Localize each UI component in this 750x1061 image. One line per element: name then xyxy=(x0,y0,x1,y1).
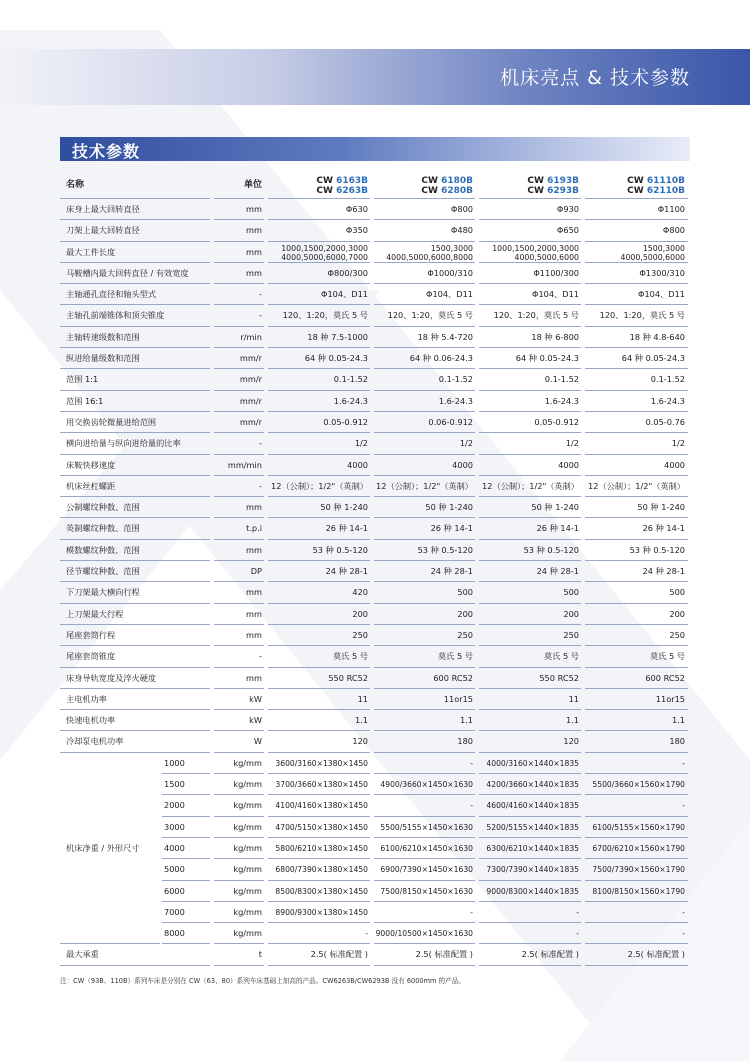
table-row xyxy=(60,327,690,348)
table-header xyxy=(60,169,690,199)
row-value: 26 种 14-1 xyxy=(430,523,473,534)
table-row xyxy=(60,795,690,816)
row-value: - xyxy=(365,929,368,939)
header-unit: 单位 xyxy=(243,180,262,190)
row-value: 0.05-0.76 xyxy=(645,416,685,427)
row-value: Φ104、D11 xyxy=(532,289,579,300)
row-unit: mm xyxy=(246,502,262,513)
table-row xyxy=(60,242,690,263)
row-unit: r/min xyxy=(240,331,262,342)
row-name: 主轴通孔直径和轴头型式 xyxy=(66,289,157,300)
row-value: 64 种 0.05-24.3 xyxy=(515,353,579,364)
row-value: 1.6-24.3 xyxy=(544,395,579,406)
table-row xyxy=(60,476,690,497)
row-value: 24 种 28-1 xyxy=(536,566,579,577)
row-name: 床身导轨宽度及淬火硬度 xyxy=(66,672,157,683)
row-value: 6300/6210×1440×1835 xyxy=(486,843,579,853)
row-value: 120 xyxy=(352,736,368,747)
row-unit: t xyxy=(258,949,262,960)
weight-dimension-group xyxy=(60,753,690,945)
row-unit: mm xyxy=(246,672,262,683)
row-value: 5500/3660×1560×1790 xyxy=(592,780,685,790)
row-value: 200 xyxy=(352,608,368,619)
weight-group-label: 机床净重 / 外形尺寸 xyxy=(66,842,140,853)
row-unit: mm xyxy=(246,204,262,214)
row-unit: mm xyxy=(246,246,262,257)
row-value: Φ1000/310 xyxy=(427,267,473,278)
top-banner xyxy=(0,49,750,105)
row-value: 0.05-0.912 xyxy=(534,416,579,427)
table-row xyxy=(60,646,690,667)
row-unit: t.p.i xyxy=(246,523,262,534)
header-model-4: CW 61110B CW 62110B xyxy=(627,176,685,196)
row-value: 50 种 1-240 xyxy=(531,502,579,513)
row-value: 1.6-24.3 xyxy=(438,395,473,406)
row-value: 2.5( 标准配置 ) xyxy=(627,949,685,960)
table-row xyxy=(60,220,690,241)
table-row xyxy=(60,731,690,752)
row-length: 1500 xyxy=(164,779,185,790)
row-value: 250 xyxy=(457,629,473,640)
row-value: 1500,3000 4000,5000,6000 xyxy=(620,243,685,262)
row-value: 24 种 28-1 xyxy=(642,566,685,577)
row-value: - xyxy=(576,929,579,939)
banner-title: 机床亮点 & 技术参数 xyxy=(500,67,690,89)
table-body xyxy=(60,199,690,966)
row-value: Φ104、D11 xyxy=(321,289,368,300)
table-row xyxy=(60,668,690,689)
row-value: - xyxy=(470,907,473,917)
row-value: - xyxy=(576,907,579,917)
section-title: 技术参数 xyxy=(72,142,141,161)
row-value: - xyxy=(682,929,685,939)
row-unit: kg/mm xyxy=(233,885,262,896)
row-name: 床身上最大回转直径 xyxy=(66,204,140,214)
row-value: 12（公制）；1/2"（英制） xyxy=(482,480,579,491)
row-value: 18 种 6-800 xyxy=(531,331,579,342)
row-value: 200 xyxy=(669,608,685,619)
row-value: 1000,1500,2000,3000 4000,5000,6000 xyxy=(492,243,579,262)
row-value: 8500/8300×1380×1450 xyxy=(275,886,368,896)
row-value: 50 种 1-240 xyxy=(425,502,473,513)
row-value: 1.1 xyxy=(459,715,473,726)
row-value: 0.1-1.52 xyxy=(650,374,685,385)
row-value: 1.6-24.3 xyxy=(650,395,685,406)
row-value: 莫氏 5 号 xyxy=(438,651,473,662)
row-value: 7500/7390×1560×1790 xyxy=(592,865,685,875)
row-value: 250 xyxy=(669,629,685,640)
table-row xyxy=(60,391,690,412)
row-value: 24 种 28-1 xyxy=(430,566,473,577)
row-value: 1.1 xyxy=(354,715,368,726)
row-value: 12（公制）；1/2"（英制） xyxy=(271,480,368,491)
row-unit: mm/r xyxy=(239,416,262,427)
row-value: 3600/3160×1380×1450 xyxy=(275,758,368,768)
row-value: 2.5( 标准配置 ) xyxy=(415,949,473,960)
row-value: 6700/6210×1560×1790 xyxy=(592,843,685,853)
row-unit: mm/min xyxy=(227,459,262,470)
row-value: 2.5( 标准配置 ) xyxy=(310,949,368,960)
row-value: 11 xyxy=(568,693,579,704)
row-unit: mm/r xyxy=(239,353,262,364)
table-row xyxy=(60,540,690,561)
row-value: 500 xyxy=(563,587,579,598)
table-row xyxy=(60,412,690,433)
row-value: 9000/8300×1440×1835 xyxy=(486,886,579,896)
row-unit: mm xyxy=(246,629,262,640)
row-name: 径节螺纹种数、范围 xyxy=(66,566,140,577)
row-name: 主电机功率 xyxy=(66,693,107,704)
row-unit: mm xyxy=(246,267,262,278)
row-name: 尾座套筒行程 xyxy=(66,629,116,640)
row-value: 4000 xyxy=(664,459,685,470)
row-length: 8000 xyxy=(164,928,185,939)
row-name: 主轴转速级数和范围 xyxy=(66,331,140,342)
row-value: Φ800 xyxy=(662,225,685,236)
row-name: 用交换齿轮微量进给范围 xyxy=(66,416,157,427)
row-value: Φ1100/300 xyxy=(533,267,579,278)
row-value: 18 种 4.8-640 xyxy=(629,331,685,342)
row-value: 4700/5150×1380×1450 xyxy=(275,822,368,832)
row-value: 11 xyxy=(357,693,368,704)
row-value: 600 RC52 xyxy=(645,672,685,683)
row-value: 250 xyxy=(563,629,579,640)
table-row xyxy=(60,305,690,326)
row-value: 1/2 xyxy=(459,438,473,449)
row-unit: mm xyxy=(246,225,262,236)
row-unit: kg/mm xyxy=(233,928,262,939)
table-row xyxy=(60,582,690,603)
row-length: 7000 xyxy=(164,906,185,917)
row-value: 9000/10500×1450×1630 xyxy=(375,929,473,939)
row-length: 4000 xyxy=(164,842,185,853)
row-value: 250 xyxy=(352,629,368,640)
row-unit: - xyxy=(259,480,262,491)
row-name: 快速电机功率 xyxy=(66,715,116,726)
table-row xyxy=(60,369,690,390)
row-unit: kg/mm xyxy=(233,800,262,811)
row-name: 冷却泵电机功率 xyxy=(66,736,124,747)
row-name: 下刀架最大横向行程 xyxy=(66,587,140,598)
row-value: Φ1100 xyxy=(657,204,685,214)
row-value: 180 xyxy=(457,736,473,747)
table-row xyxy=(60,497,690,518)
row-value: 600 RC52 xyxy=(433,672,473,683)
row-value: 53 种 0.5-120 xyxy=(417,544,473,555)
row-value: 4000 xyxy=(452,459,473,470)
row-unit: - xyxy=(259,310,262,321)
row-length: 6000 xyxy=(164,885,185,896)
row-unit: kg/mm xyxy=(233,757,262,768)
row-value: 5800/6210×1380×1450 xyxy=(275,843,368,853)
row-name: 范围 1:1 xyxy=(66,374,99,385)
table-row xyxy=(60,923,690,944)
row-value: Φ104、D11 xyxy=(638,289,685,300)
table-row xyxy=(60,774,690,795)
row-value: 200 xyxy=(457,608,473,619)
row-value: 6800/7390×1380×1450 xyxy=(275,865,368,875)
row-value: 8900/9300×1380×1450 xyxy=(275,907,368,917)
row-unit: W xyxy=(253,736,262,747)
row-value: 4600/4160×1440×1835 xyxy=(486,801,579,811)
row-unit: - xyxy=(259,651,262,662)
row-name: 纵进给量级数和范围 xyxy=(66,353,140,364)
row-name: 尾座套筒锥度 xyxy=(66,651,116,662)
header-model-2: CW 6180B CW 6280B xyxy=(421,176,473,196)
table-row xyxy=(60,625,690,646)
footnote: 注：CW（93B、110B）系列车床是分别在 CW（63、80）系列车床基础上加高的产品。CW6263B/CW6293B 没有 6000mm 的产品。 xyxy=(60,977,465,985)
row-name: 最大承重 xyxy=(66,949,99,960)
row-name: 主轴孔前端锥体和顶尖锥度 xyxy=(66,310,165,321)
table-row xyxy=(60,710,690,731)
row-value: 120、1:20，莫氏 5 号 xyxy=(282,310,368,321)
row-unit: mm xyxy=(246,608,262,619)
row-value: 1/2 xyxy=(354,438,368,449)
row-value: 120、1:20，莫氏 5 号 xyxy=(493,310,579,321)
row-value: 26 种 14-1 xyxy=(325,523,368,534)
row-value: 1.1 xyxy=(671,715,685,726)
row-value: 4900/3660×1450×1630 xyxy=(380,780,473,790)
section-header xyxy=(60,137,690,161)
row-unit: mm xyxy=(246,544,262,555)
table-row xyxy=(60,199,690,220)
row-value: Φ1300/310 xyxy=(639,267,685,278)
row-name: 公制螺纹种数、范围 xyxy=(66,502,140,513)
row-unit: DP xyxy=(250,566,262,577)
table-row xyxy=(60,348,690,369)
row-value: 53 种 0.5-120 xyxy=(312,544,368,555)
header-model-3: CW 6193B CW 6293B xyxy=(527,176,579,196)
row-unit: - xyxy=(259,289,262,300)
row-unit: mm/r xyxy=(239,374,262,385)
spec-table xyxy=(60,169,690,966)
row-value: - xyxy=(682,758,685,768)
row-value: 5500/5155×1450×1630 xyxy=(380,822,473,832)
row-value: 0.1-1.52 xyxy=(333,374,368,385)
table-row xyxy=(60,284,690,305)
table-row xyxy=(60,859,690,880)
row-name: 机床丝杠螺距 xyxy=(66,480,116,491)
row-unit: mm xyxy=(246,587,262,598)
row-value: 5200/5155×1440×1835 xyxy=(486,822,579,832)
table-row xyxy=(60,433,690,454)
header-model-1: CW 6163B CW 6263B xyxy=(316,176,368,196)
row-value: - xyxy=(470,801,473,811)
table-row xyxy=(60,689,690,710)
row-length: 2000 xyxy=(164,800,185,811)
row-value: 11or15 xyxy=(655,693,685,704)
row-value: 1/2 xyxy=(671,438,685,449)
row-value: 4000 xyxy=(558,459,579,470)
row-unit: mm/r xyxy=(239,395,262,406)
row-value: 550 RC52 xyxy=(328,672,368,683)
row-value: 0.1-1.52 xyxy=(438,374,473,385)
row-value: Φ800 xyxy=(450,204,473,214)
row-value: 11or15 xyxy=(443,693,473,704)
row-value: - xyxy=(682,801,685,811)
row-value: 8100/8150×1560×1790 xyxy=(592,886,685,896)
row-value: 200 xyxy=(563,608,579,619)
table-row xyxy=(60,817,690,838)
row-value: - xyxy=(470,758,473,768)
header-name: 名称 xyxy=(66,180,85,190)
row-value: 莫氏 5 号 xyxy=(333,651,368,662)
row-value: 7300/7390×1440×1835 xyxy=(486,865,579,875)
row-name: 最大工件长度 xyxy=(66,246,116,257)
row-value: 26 种 14-1 xyxy=(536,523,579,534)
row-value: Φ480 xyxy=(450,225,473,236)
row-value: 6100/5155×1560×1790 xyxy=(592,822,685,832)
table-row xyxy=(60,518,690,539)
row-value: 0.1-1.52 xyxy=(544,374,579,385)
row-value: 0.06-0.912 xyxy=(428,416,473,427)
row-value: 3700/3660×1380×1450 xyxy=(275,780,368,790)
row-value: 4000 xyxy=(347,459,368,470)
row-unit: kg/mm xyxy=(233,779,262,790)
row-value: 7500/8150×1450×1630 xyxy=(380,886,473,896)
row-name: 床鞍快移速度 xyxy=(66,459,116,470)
row-unit: kW xyxy=(249,693,262,704)
row-value: Φ630 xyxy=(345,204,368,214)
row-value: Φ650 xyxy=(556,225,579,236)
row-value: Φ104、D11 xyxy=(426,289,473,300)
row-unit: kg/mm xyxy=(233,842,262,853)
row-value: 4000/3160×1440×1835 xyxy=(486,758,579,768)
row-value: 0.05-0.912 xyxy=(323,416,368,427)
row-value: 64 种 0.06-24.3 xyxy=(409,353,473,364)
row-value: Φ350 xyxy=(345,225,368,236)
row-name: 刀架上最大回转直径 xyxy=(66,225,140,236)
table-row xyxy=(60,263,690,284)
row-value: 420 xyxy=(352,587,368,598)
row-unit: kW xyxy=(249,715,262,726)
table-row xyxy=(60,561,690,582)
row-value: 4200/3660×1440×1835 xyxy=(486,780,579,790)
table-row xyxy=(60,604,690,625)
row-length: 1000 xyxy=(164,757,185,768)
row-name: 马鞍槽内最大回转直径 / 有效宽度 xyxy=(66,267,189,278)
row-value: 50 种 1-240 xyxy=(320,502,368,513)
row-value: 1.6-24.3 xyxy=(333,395,368,406)
row-value: 4100/4160×1380×1450 xyxy=(275,801,368,811)
row-unit: - xyxy=(259,438,262,449)
row-name: 英制螺纹种数、范围 xyxy=(66,523,140,534)
row-value: 12（公制）；1/2"（英制） xyxy=(376,480,473,491)
row-name: 范围 16:1 xyxy=(66,395,104,406)
row-value: 180 xyxy=(669,736,685,747)
row-value: 2.5( 标准配置 ) xyxy=(521,949,579,960)
row-unit: kg/mm xyxy=(233,906,262,917)
table-row xyxy=(60,881,690,902)
row-value: 莫氏 5 号 xyxy=(544,651,579,662)
table-row xyxy=(60,944,690,965)
table-row xyxy=(60,455,690,476)
row-value: 1500,3000 4000,5000,6000,8000 xyxy=(386,243,473,262)
row-value: 12（公制）；1/2"（英制） xyxy=(588,480,685,491)
row-unit: kg/mm xyxy=(233,821,262,832)
row-value: 53 种 0.5-120 xyxy=(629,544,685,555)
row-name: 横向进给量与纵向进给量的比率 xyxy=(66,438,181,449)
row-value: 18 种 7.5-1000 xyxy=(307,331,368,342)
table-row xyxy=(60,753,690,774)
row-value: - xyxy=(682,907,685,917)
row-length: 3000 xyxy=(164,821,185,832)
row-value: 6900/7390×1450×1630 xyxy=(380,865,473,875)
row-value: 1.1 xyxy=(565,715,579,726)
row-value: 1/2 xyxy=(565,438,579,449)
row-value: 500 xyxy=(669,587,685,598)
row-value: 24 种 28-1 xyxy=(325,566,368,577)
row-length: 5000 xyxy=(164,864,185,875)
row-value: 550 RC52 xyxy=(539,672,579,683)
row-unit: kg/mm xyxy=(233,864,262,875)
table-row xyxy=(60,838,690,859)
table-row xyxy=(60,902,690,923)
row-value: 50 种 1-240 xyxy=(637,502,685,513)
row-value: Φ930 xyxy=(556,204,579,214)
row-value: 莫氏 5 号 xyxy=(650,651,685,662)
row-value: 1000,1500,2000,3000 4000,5000,6000,7000 xyxy=(281,243,368,262)
row-value: 53 种 0.5-120 xyxy=(523,544,579,555)
row-name: 模数螺纹种数、范围 xyxy=(66,544,140,555)
row-value: Φ800/300 xyxy=(327,267,368,278)
row-value: 120、1:20，莫氏 5 号 xyxy=(599,310,685,321)
row-name: 上刀架最大行程 xyxy=(66,608,124,619)
row-value: 26 种 14-1 xyxy=(642,523,685,534)
row-value: 120 xyxy=(563,736,579,747)
row-value: 6100/6210×1450×1630 xyxy=(380,843,473,853)
row-value: 64 种 0.05-24.3 xyxy=(304,353,368,364)
row-value: 500 xyxy=(457,587,473,598)
row-value: 64 种 0.05-24.3 xyxy=(621,353,685,364)
row-value: 120、1:20，莫氏 5 号 xyxy=(387,310,473,321)
row-value: 18 种 5.4-720 xyxy=(417,331,473,342)
